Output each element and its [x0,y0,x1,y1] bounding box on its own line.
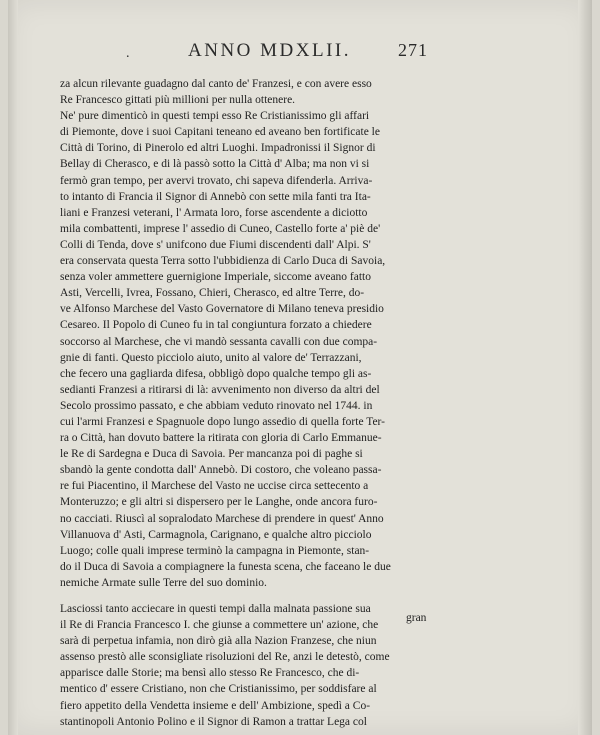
text-line: le Re di Sardegna e Duca di Savoia. Per mancanza poi di paghe si [60,448,363,461]
text-line: do il Duca di Savoia a compiagnere la funesta scena, che faceano le due [60,560,391,573]
running-title: ANNO MDXLII. [188,40,351,61]
text-line: Monteruzzo; e gli altri si dispersero per le Langhe, onde ancora furo- [60,496,378,509]
text-line: liani e Franzesi veterani, l' Armata loro, forse ascendente a diciotto [60,206,368,219]
text-line: za alcun rilevante guadagno dal canto de' Franzesi, e con avere esso [60,78,372,90]
running-header [60,40,450,64]
text-line: Re Francesco gittati più millioni per nulla ottenere. [60,94,296,107]
text-line: mila combattenti, imprese l' assedio di Cuneo, Castello forte a' piè de' [60,222,381,235]
text-line: Cesareo. Il Popolo di Cuneo fu in tal congiuntura forzato a chiedere [60,319,372,332]
text-line: mentico d' essere Cristiano, non che Cristianissimo, per soddisfare al [60,683,377,696]
text-line: di Piemonte, dove i suoi Capitani teneano ed aveano ben fortificate le [60,126,380,139]
text-line: Villanuova d' Asti, Carmagnola, Carignano, e qualche altro picciolo [60,528,372,541]
text-line: Asti, Vercelli, Ivrea, Fossano, Chieri, Cherasco, ed altre Terre, do- [60,287,365,300]
text-line: ra o Città, han dovuto battere la ritirata con gloria di Carlo Emmanue- [60,432,382,445]
text-line: Bellay di Cherasco, e di là passò sotto la Città d' Alba; ma non vi si [60,158,370,171]
text-line: stantinopoli Antonio Polino e il Signor di Ramon a trattar Lega col [60,715,367,728]
left-page-shadow [8,0,18,735]
text-line: soccorso al Marchese, che vi mandò sessanta cavalli con due compa- [60,335,378,348]
text-line: Città di Torino, di Pinerolo ed altri Luoghi. Impadronissi il Signor di [60,142,376,155]
text-line: assenso prestò alle sconsigliate risoluzioni del Re, anzi le detestò, come [60,651,390,664]
text-line: era conservata questa Terra sotto l'ubbidienza di Carlo Duca di Savoia, [60,255,386,268]
text-line: Luogo; colle quali imprese terminò la campagna in Piemonte, stan- [60,544,370,557]
text-line: Lasciossi tanto acciecare in questi tempi dalla malnata passione sua [60,603,371,615]
text-line: nemiche Armate sulle Terre del suo dominio. [60,576,267,589]
text-line: gnie di fanti. Questo picciolo aiuto, unito al valore de' Terrazzani, [60,351,362,364]
page-number: 271 [398,40,428,60]
text-line: cui l'armi Franzesi e Spagnuole dopo lungo assedio di quella forte Ter- [60,415,385,428]
text-line: ve Alfonso Marchese del Vasto Governatore di Milano teneva presidio [60,303,384,316]
body-text [60,76,450,730]
text-line: senza voler ammettere guernigione Imperiale, siccome aveano fatto [60,271,371,284]
text-line: Colli di Tenda, dove s' unifcono due Fiumi discendenti dall' Alpi. S' [60,238,371,251]
paragraph-gap [60,591,450,601]
text-line: fiero appetito della Vendetta insieme e dell' Ambizione, spedì a Co- [60,699,371,712]
text-line: sarà di perpetua infamia, non dirò già alla Nazion Franzese, che niun [60,635,377,648]
text-line: il Re di Francia Francesco I. che giunse a commettere un' azione, che [60,619,379,632]
page-sheet [8,0,592,735]
catchword: gran [406,612,427,624]
text-line: Ne' pure dimenticò in questi tempi esso Re Cristianissimo gli affari [60,110,370,123]
text-line: to intanto di Francia il Signor di Annebò con sette mila fanti tra Ita- [60,190,371,203]
right-page-shadow [578,0,592,735]
text-line: Secolo prossimo passato, e che abbiam veduto rinovato nel 1744. in [60,399,373,412]
text-line: fermò gran tempo, per avervi trovato, chi sapeva difenderla. Arriva- [60,174,373,187]
text-line: apparisce dalle Storie; ma bensì allo stesso Re Francesco, che di- [60,667,360,680]
text-line: no cacciati. Riuscì al sopralodato Marchese di prendere in quest' Anno [60,512,384,525]
text-line: re fui Piacentino, il Marchese del Vasto ne uccise circa settecento a [60,480,369,493]
header-dot: . [126,46,130,61]
text-line: sbandò la gente condotta dall' Annebò. Di costoro, che voleano passa- [60,464,382,477]
text-line: che fecero una gagliarda difesa, obbligò dopo qualche tempo gli as- [60,367,372,380]
text-line: sedianti Franzesi a ritirarsi di là: avvenimento non diverso da altri del [60,383,380,396]
